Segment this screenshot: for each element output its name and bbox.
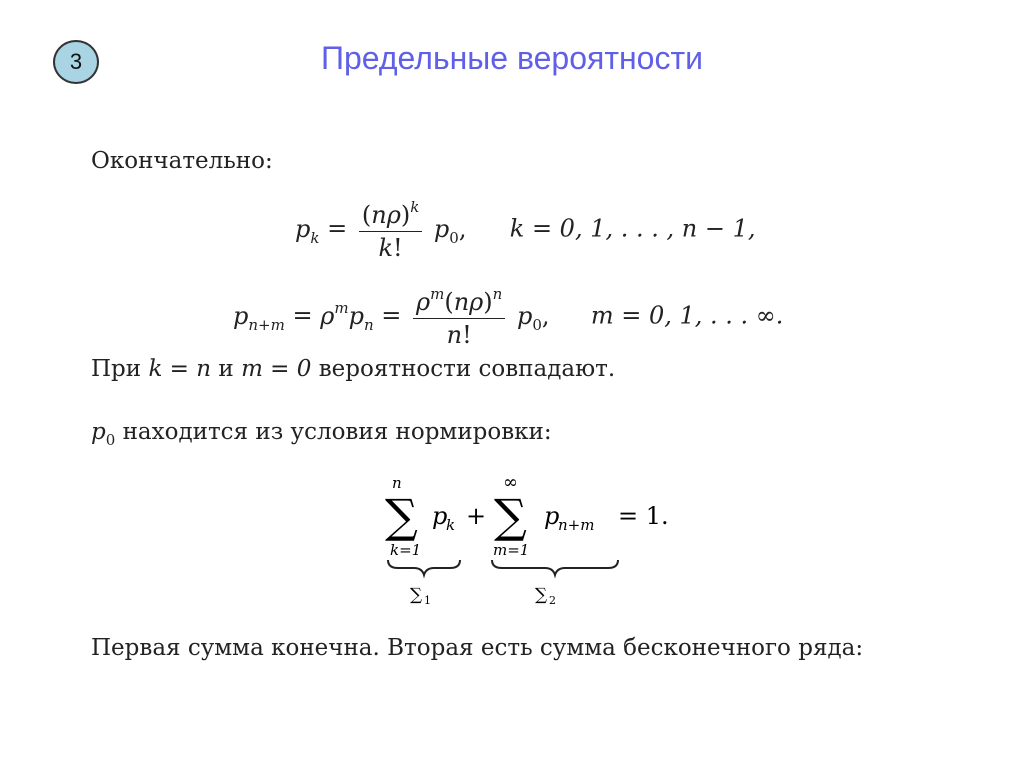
formula-pk: $p_k$ = $\frac{(n\rho)^k}{k!}$ $p_0$, k = 0, 1, . . . , n − 1, [295, 198, 756, 262]
slide-number: 3 [69, 49, 83, 74]
svg-text:k: k [446, 516, 456, 534]
underbrace-1 [388, 560, 460, 575]
coincide-post: вероятности совпадают. [318, 356, 616, 382]
slide-title: Предельные вероятности [320, 40, 703, 76]
svg-text:1: 1 [424, 594, 431, 607]
coincide-pre: При [91, 356, 142, 382]
formula-pnm-condition: m = 0, 1, . . . ∞. [590, 301, 784, 330]
svg-text:n+m: n+m [558, 516, 595, 534]
svg-text:p: p [544, 502, 560, 530]
svg-text:∑: ∑ [385, 489, 418, 543]
text-finally: Окончательно: [91, 148, 273, 174]
formula-pnm: $p_{n+m} = \rho^mp_n$ = $\frac{\rho^m(n\rho)^n}{n!}$ $p_0$, m = 0, 1, . . . ∞. [233, 285, 784, 349]
svg-text:p: p [432, 502, 448, 530]
text-last-line: Первая сумма конечна. Вторая есть сумма бесконечного ряда: [91, 635, 864, 661]
normalization-label: находится из условия нормировки: [122, 419, 552, 445]
svg-text:∑: ∑ [410, 585, 423, 605]
underbrace-2 [492, 560, 618, 575]
formula-normalization-sum [370, 468, 690, 616]
text-coincide [91, 356, 615, 382]
cond-m: m = 0 [241, 356, 312, 382]
text-normalization: $p_0$ находится из условия нормировки: [91, 419, 552, 449]
svg-text:+: + [466, 502, 487, 530]
svg-text:∞: ∞ [503, 472, 518, 493]
cond-k: k = n [148, 356, 212, 382]
sum-equals: = 1. [618, 502, 669, 530]
svg-text:m=1: m=1 [493, 541, 530, 559]
svg-text:2: 2 [549, 594, 556, 607]
coincide-and: и [218, 356, 234, 382]
svg-text:n: n [392, 474, 402, 492]
formula-pk-condition: k = 0, 1, . . . , n − 1, [509, 214, 756, 243]
svg-text:∑: ∑ [494, 489, 527, 543]
svg-text:k=1: k=1 [390, 541, 422, 559]
svg-text:∑: ∑ [535, 585, 548, 605]
